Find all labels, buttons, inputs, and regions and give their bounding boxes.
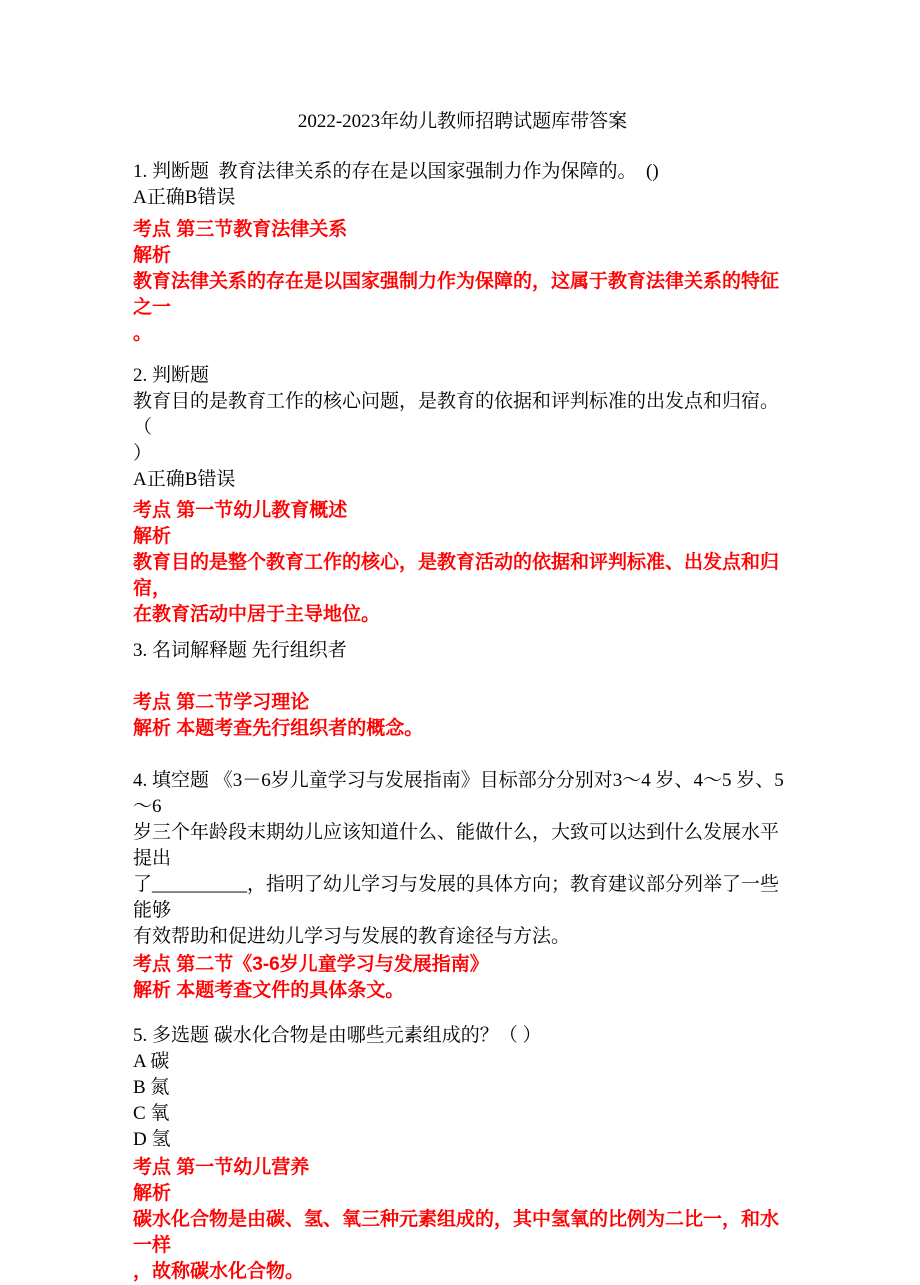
answer-block — [133, 690, 792, 742]
exam-point: 考点 第二节《3-6岁儿童学习与发展指南》 — [133, 954, 489, 975]
question-stem: 2. 判断题 教育目的是教育工作的核心问题，是教育的依据和评判标准的出发点和归宿。 （ ） — [133, 365, 780, 464]
answer-block — [133, 217, 792, 347]
question-stem: 1. 判断题 教育法律关系的存在是以国家强制力作为保障的。 () — [133, 161, 659, 182]
answer-options: A正确B错误 — [133, 187, 236, 208]
question-2 — [133, 363, 792, 628]
exam-point: 考点 第二节学习理论 — [133, 692, 310, 713]
question-stem: 3. 名词解释题 先行组织者 — [133, 640, 347, 661]
option-d: D 氢 — [133, 1129, 171, 1150]
option-b: B 氮 — [133, 1077, 170, 1098]
analysis-text: 解析 本题考查文件的具体条文。 — [133, 980, 405, 1001]
question-3 — [133, 638, 792, 742]
analysis-text: 教育法律关系的存在是以国家强制力作为保障的，这属于教育法律关系的特征之一 。 — [133, 271, 780, 344]
analysis-label: 解析 — [133, 245, 172, 266]
analysis-text: 解析 本题考查先行组织者的概念。 — [133, 718, 424, 739]
question-5 — [133, 1023, 792, 1285]
analysis-text: 碳水化合物是由碳、氢、氧三种元素组成的，其中氢氧的比例为二比一，和水一样 ，故称碳水化合物。 — [133, 1209, 780, 1282]
question-stem: 4. 填空题 《3－6岁儿童学习与发展指南》目标部分分别对3～4 岁、4～5 岁、5～6 岁三个年龄段末期幼儿应该知道什么、能做什么，大致可以达到什么发展水平提出 了__________，指明了幼儿学习与发展的具体方向；教育建议部分列举了一些能够 有效帮助和促进幼儿学习与发展的教育途径与方法。 — [133, 770, 784, 947]
exam-point: 考点 第一节幼儿营养 — [133, 1157, 310, 1178]
question-1 — [133, 159, 792, 347]
page-title: 2022-2023年幼儿教师招聘试题库带答案 — [297, 111, 628, 132]
question-4 — [133, 768, 792, 1004]
exam-point: 考点 第一节幼儿教育概述 — [133, 500, 348, 521]
exam-point: 考点 第三节教育法律关系 — [133, 219, 348, 240]
question-stem: 5. 多选题 碳水化合物是由哪些元素组成的？（ ） — [133, 1025, 542, 1046]
analysis-label: 解析 — [133, 1183, 172, 1204]
analysis-text: 教育目的是整个教育工作的核心，是教育活动的依据和评判标准、出发点和归宿， 在教育活动中居于主导地位。 — [133, 552, 780, 625]
analysis-label: 解析 — [133, 526, 172, 547]
answer-block — [133, 1155, 792, 1285]
option-c: C 氧 — [133, 1103, 170, 1124]
answer-block — [133, 498, 792, 628]
option-a: A 碳 — [133, 1051, 170, 1072]
answer-block — [133, 952, 792, 1004]
answer-options: A正确B错误 — [133, 469, 236, 490]
